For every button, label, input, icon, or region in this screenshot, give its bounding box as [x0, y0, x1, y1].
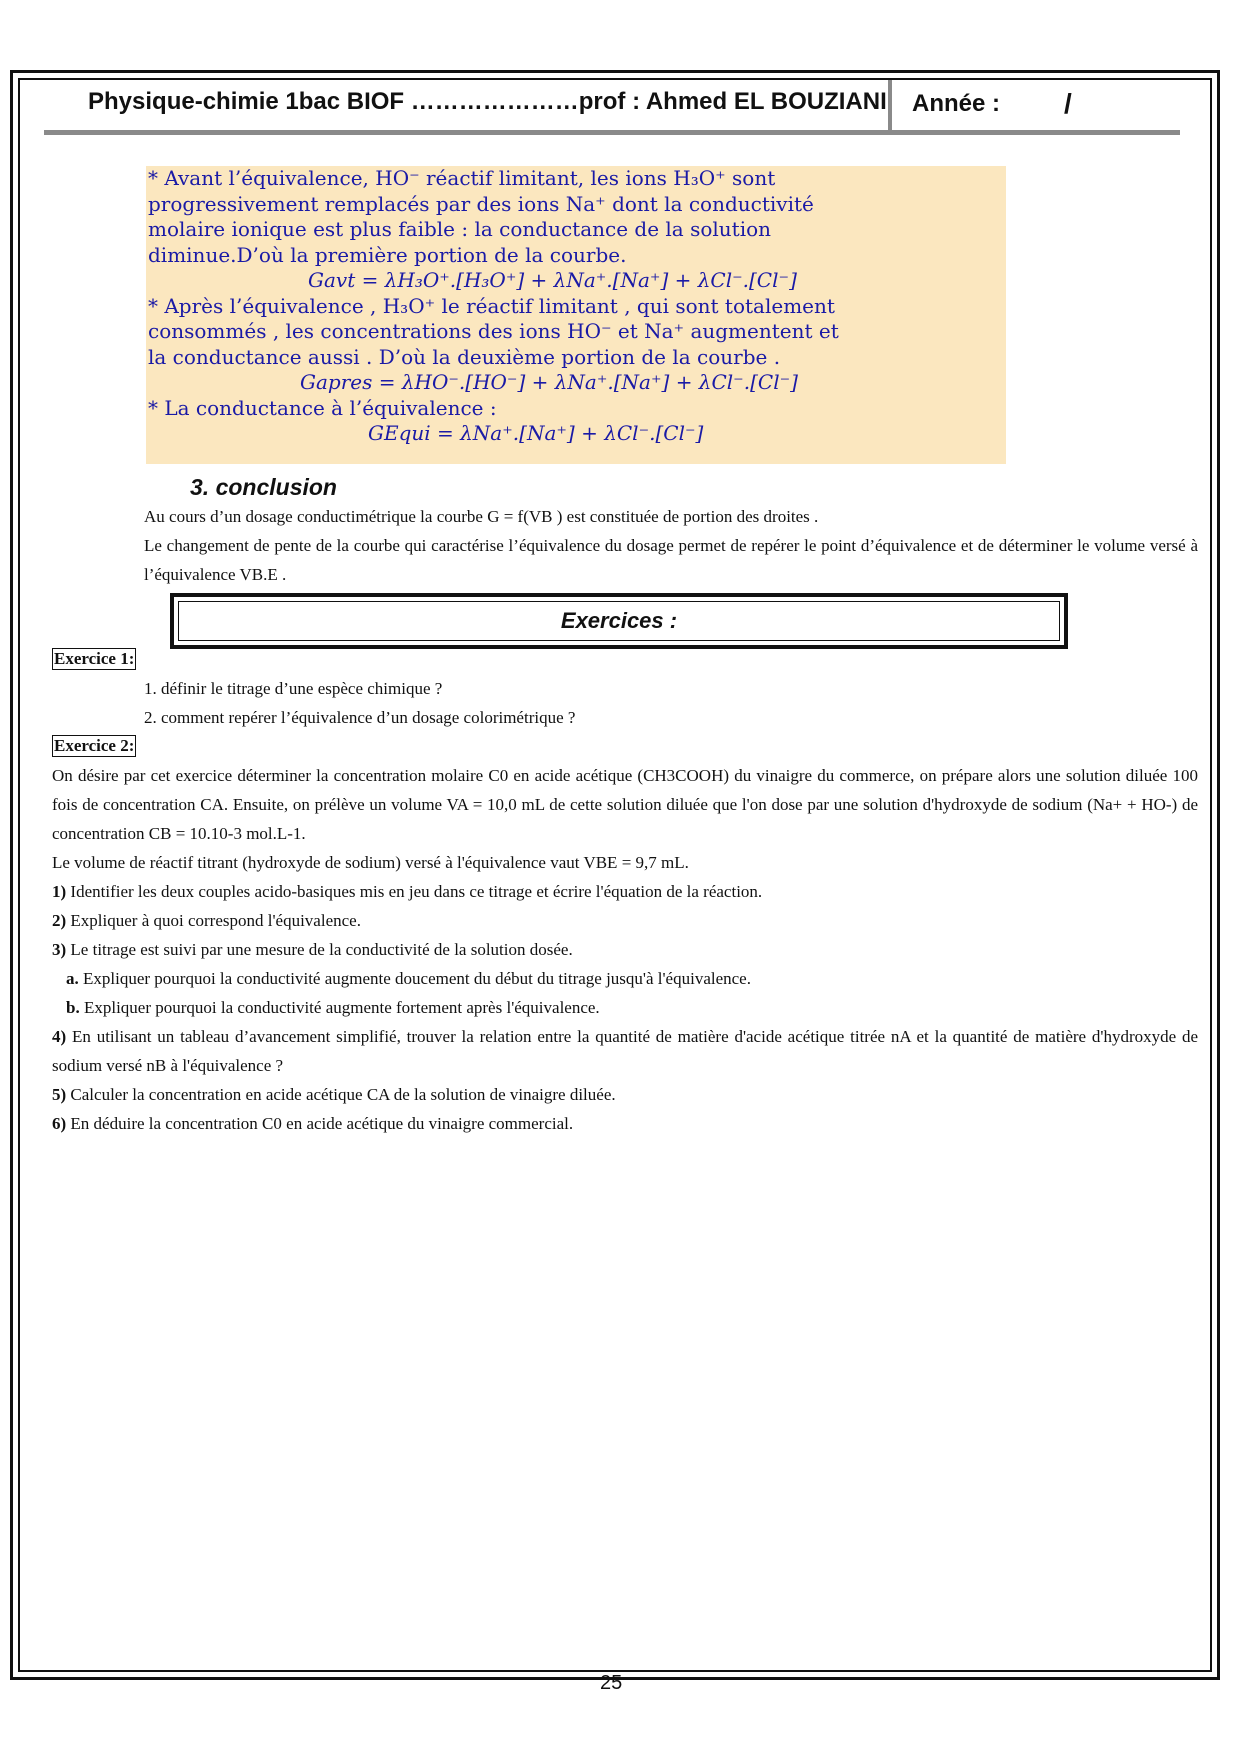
summary-line: * Après l’équivalence , H₃O⁺ le réactif limitant , qui sont totalement: [148, 293, 835, 318]
exercise-2-question-2: [52, 906, 1198, 935]
page-header: [44, 80, 1180, 135]
question-number: 5): [52, 1085, 67, 1104]
exercise-1-question-1: 1. définir le titrage d’une espèce chimique ?: [144, 679, 443, 698]
question-text: Le titrage est suivi par une mesure de la conductivité de la solution dosée.: [70, 940, 573, 959]
question-text: En déduire la concentration C0 en acide acétique du vinaigre commercial.: [70, 1114, 574, 1133]
question-text: Expliquer à quoi correspond l'équivalence.: [70, 911, 361, 930]
exercises-banner-title: Exercices :: [178, 601, 1060, 641]
summary-line: diminue.D’où la première portion de la courbe.: [148, 242, 627, 267]
summary-line: * Avant l’équivalence, HO⁻ réactif limitant, les ions H₃O⁺ sont: [148, 166, 776, 190]
exercise-2-question-3a: [66, 964, 1198, 993]
page-number: 25: [600, 1672, 623, 1694]
header-title: Physique-chimie 1bac BIOF …………………prof : Ahmed EL BOUZIANI: [88, 88, 887, 115]
conclusion-paragraph-2: Le changement de pente de la courbe qui caractérise l’équivalence du dosage permet de repérer le point d’équivalence et de déterminer le volume versé à l’équivalence VB.E .: [144, 536, 1198, 584]
formula-after-equivalence: Gapres = λHO⁻.[HO⁻] + λNa⁺.[Na⁺] + λCl⁻.[Cl⁻]: [300, 370, 798, 394]
summary-line: * La conductance à l’équivalence :: [148, 395, 497, 420]
exercise-2-question-3b: [66, 993, 1198, 1022]
question-text: En utilisant un tableau d’avancement simplifié, trouver la relation entre la quantité de matière d'acide acétique titrée nA et la quantité de matière d'hydroxyde de sodium versé nB à l'équivalence ?: [52, 1027, 1199, 1075]
exercise-2-question-5: [52, 1080, 1198, 1109]
exercise-1-question-2: 2. comment repérer l’équivalence d’un dosage colorimétrique ?: [144, 708, 576, 727]
exercise-2-label: Exercice 2:: [54, 736, 135, 755]
question-number: b.: [66, 998, 80, 1017]
summary-line: progressivement remplacés par des ions Na⁺ dont la conductivité: [148, 191, 814, 216]
summary-line: molaire ionique est plus faible : la conductance de la solution: [148, 217, 772, 241]
formula-before-equivalence: Gavt = λH₃O⁺.[H₃O⁺] + λNa⁺.[Na⁺] + λCl⁻.[Cl⁻]: [308, 268, 797, 292]
question-text: Expliquer pourquoi la conductivité augmente doucement du début du titrage jusqu'à l'équivalence.: [83, 969, 751, 988]
summary-line: la conductance aussi . D’où la deuxième portion de la courbe .: [148, 344, 781, 369]
formula-at-equivalence: GEqui = λNa⁺.[Na⁺] + λCl⁻.[Cl⁻]: [368, 421, 704, 445]
question-text: Calculer la concentration en acide acétique CA de la solution de vinaigre diluée.: [70, 1085, 616, 1104]
exercise-2-question-4: [52, 1022, 1198, 1080]
header-separator: [888, 80, 892, 130]
question-number: 3): [52, 940, 67, 959]
conclusion-paragraph-1: Au cours d’un dosage conductimétrique la courbe G = f(VB ) est constituée de portion des droites .: [144, 507, 819, 526]
conclusion-heading: 3. conclusion: [190, 474, 337, 500]
question-number: a.: [66, 969, 79, 988]
conductance-summary-box: [146, 166, 1006, 464]
header-year-label: Année :: [912, 90, 1001, 117]
exercise-2-volume: Le volume de réactif titrant (hydroxyde de sodium) versé à l'équivalence vaut VBE = 9,7 mL.: [52, 853, 689, 872]
exercise-2-question-1: [52, 877, 1198, 906]
question-text: Identifier les deux couples acido-basiques mis en jeu dans ce titrage et écrire l'équation de la réaction.: [70, 882, 763, 901]
question-number: 4): [52, 1027, 67, 1046]
exercises-banner: [170, 593, 1068, 649]
exercise-1-label: Exercice 1:: [54, 649, 135, 668]
question-number: 2): [52, 911, 67, 930]
exercise-2-question-6: [52, 1109, 1198, 1138]
header-year-slash: /: [1064, 88, 1072, 119]
summary-line: consommés , les concentrations des ions HO⁻ et Na⁺ augmentent et: [148, 319, 839, 343]
exercise-2-question-3: [52, 935, 1198, 964]
question-number: 1): [52, 882, 67, 901]
exercise-2-intro: On désire par cet exercice déterminer la concentration molaire C0 en acide acétique (CH3COOH) du vinaigre du commerce, on prépare alors une solution diluée 100 fois de concentration CA. Ensuite, on prélève un volume VA = 10,0 mL de cette solution diluée que l'on dose par une solution d'hydroxyde de sodium (Na+ + HO-) de concentration CB = 10.10-3 mol.L-1.: [52, 766, 1198, 843]
question-number: 6): [52, 1114, 67, 1133]
question-text: Expliquer pourquoi la conductivité augmente fortement après l'équivalence.: [83, 998, 600, 1017]
